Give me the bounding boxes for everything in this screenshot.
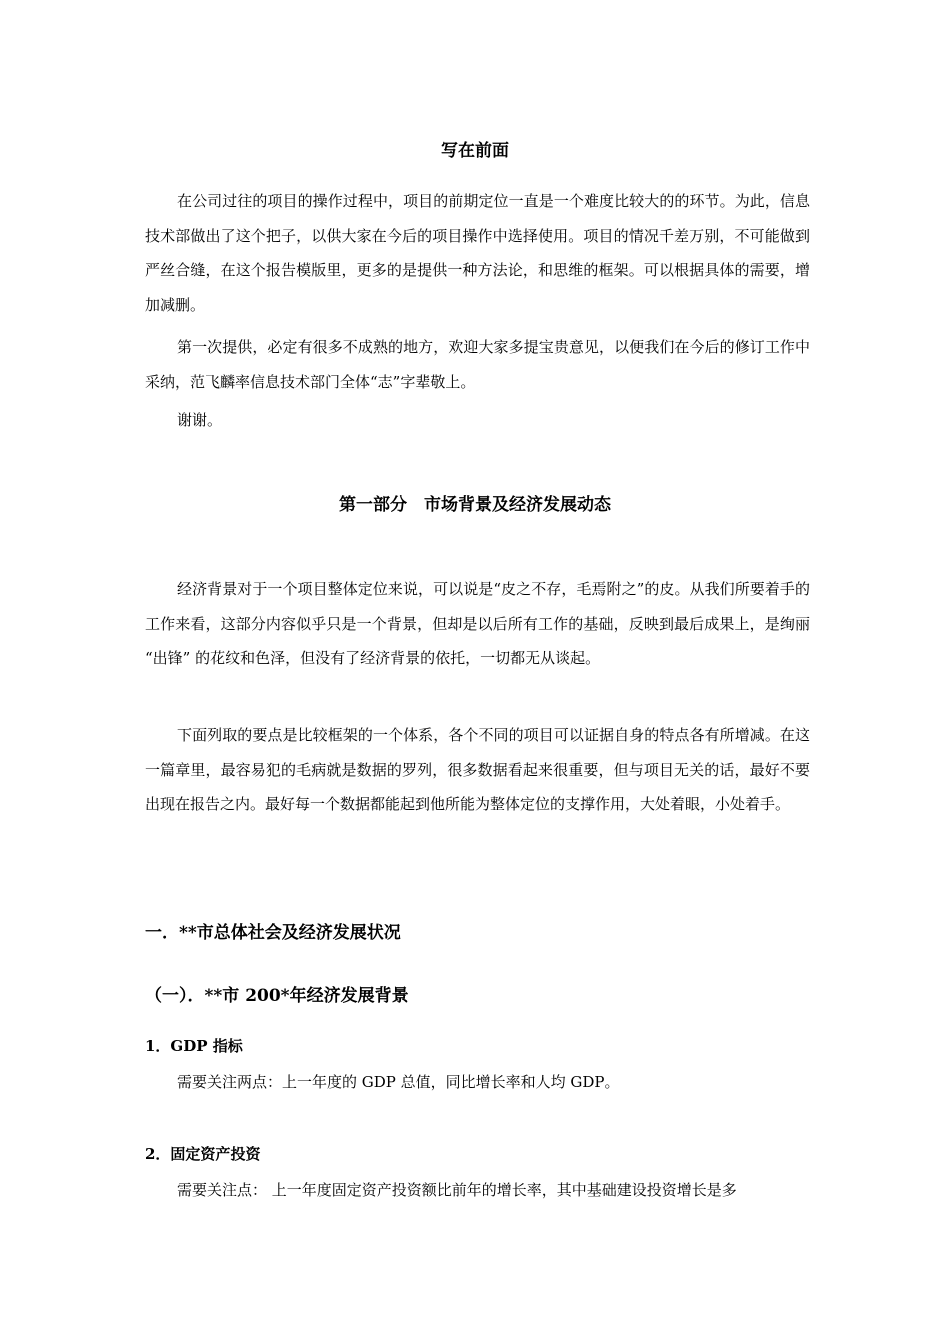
item-fixed-asset-text: 需要关注点： 上一年度固定资产投资额比前年的增长率，其中基础建设投资增长是多: [177, 1181, 737, 1199]
part-one-paragraph-2: 下面列取的要点是比较框架的一个体系，各个不同的项目可以证据自身的特点各有所增减。在这一篇章里，最容易犯的毛病就是数据的罗列，很多数据看起来很重要，但与项目无关的话，最好不要出现在报告之内。最好每一个数据都能起到他所能为整体定位的支撑作用，大处着眼，小处着手。: [145, 726, 810, 814]
item-fixed-asset-heading: 2．固定资产投资: [145, 1145, 261, 1163]
preface-paragraph-3: 谢谢。: [177, 411, 223, 429]
part-one-title: 第一部分 市场背景及经济发展动态: [339, 495, 611, 515]
preface-paragraph-2: 第一次提供，必定有很多不成熟的地方，欢迎大家多提宝贵意见，以便我们在今后的修订工作中采纳，范飞麟率信息技术部门全体“志”字辈敬上。: [145, 338, 810, 391]
item-gdp-text: 需要关注两点：上一年度的 GDP 总值，同比增长率和人均 GDP。: [177, 1073, 620, 1091]
preface-title: 写在前面: [441, 141, 509, 161]
item-gdp-heading: 1．GDP 指标: [145, 1037, 243, 1055]
preface-paragraph-1: 在公司过往的项目的操作过程中，项目的前期定位一直是一个难度比较大的的环节。为此，信息技术部做出了这个把子，以供大家在今后的项目操作中选择使用。项目的情况千差万别，不可能做到严丝合缝，在这个报告模版里，更多的是提供一种方法论，和思维的框架。可以根据具体的需要，增加减删。: [145, 192, 810, 314]
part-one-paragraph-1: 经济背景对于一个项目整体定位来说，可以说是“皮之不存，毛焉附之”的皮。从我们所要着手的工作来看，这部分内容似乎只是一个背景，但却是以后所有工作的基础，反映到最后成果上，是绚丽 “出锋” 的花纹和色泽，但没有了经济背景的依托，一切都无从谈起。: [145, 580, 810, 668]
section-one-heading: 一．**市总体社会及经济发展状况: [145, 923, 401, 943]
subsection-one-heading: （一）．**市 200*年经济发展背景: [145, 986, 409, 1006]
